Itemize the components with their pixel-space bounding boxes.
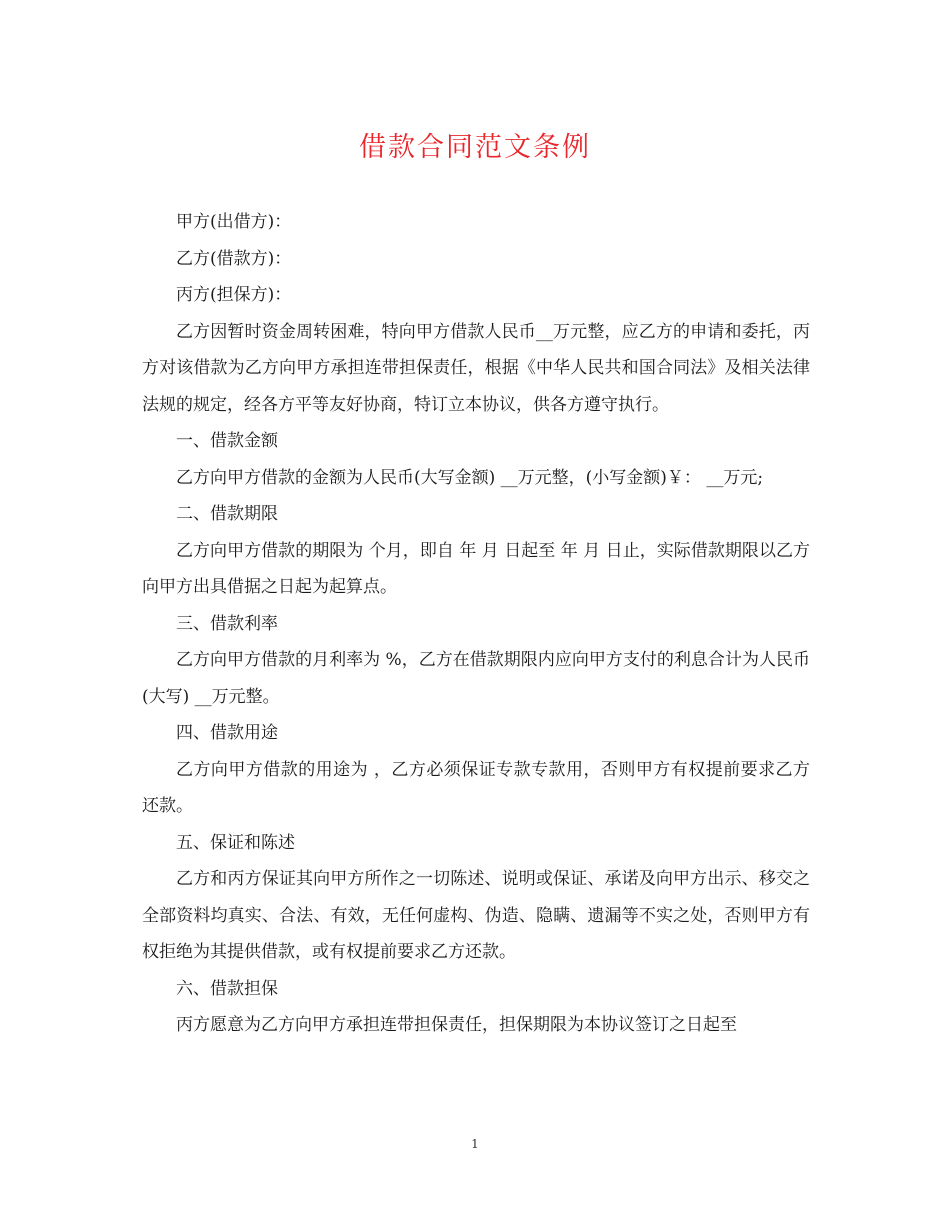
section-heading-purpose: 四、借款用途 (176, 723, 278, 743)
warranty-paragraph: 乙方和丙方保证其向甲方所作之一切陈述、说明或保证、承诺及向甲方出示、移交之全部资料均真实、合法、有效，无任何虚构、伪造、隐瞒、遗漏等不实之处，否则甲方有权拒绝为其提供借款，或有权提前要求乙方还款。 (142, 869, 810, 962)
rate-paragraph: 乙方向甲方借款的月利率为 %，乙方在借款期限内应向甲方支付的利息合计为人民币(大写) __万元整。 (142, 650, 810, 707)
preamble-paragraph: 乙方因暂时资金周转困难，特向甲方借款人民币__万元整，应乙方的申请和委托，丙方对该借款为乙方向甲方承担连带担保责任，根据《中华人民共和国合同法》及相关法律法规的规定，经各方平等友好协商，特订立本协议，供各方遵守执行。 (142, 321, 810, 415)
section-heading-amount: 一、借款金额 (176, 431, 278, 451)
amount-paragraph: 乙方向甲方借款的金额为人民币(大写金额) __万元整，(小写金额)￥： __万元; (176, 467, 764, 488)
section-heading-rate: 三、借款利率 (176, 613, 278, 634)
guarantee-paragraph: 丙方愿意为乙方向甲方承担连带担保责任，担保期限为本协议签订之日起至 (176, 1015, 737, 1035)
page-number: 1 (471, 1137, 479, 1151)
section-heading-term: 二、借款期限 (176, 504, 278, 524)
section-heading-warranty: 五、保证和陈述 (176, 832, 295, 853)
section-heading-guarantee: 六、借款担保 (176, 978, 278, 999)
party-a-line: 甲方(出借方)： (176, 212, 292, 232)
document-title: 借款合同范文条例 (359, 132, 591, 163)
party-b-line: 乙方(借款方)： (176, 248, 292, 269)
party-c-line: 丙方(担保方)： (176, 285, 292, 305)
purpose-paragraph: 乙方向甲方借款的用途为 ，乙方必须保证专款专款用，否则甲方有权提前要求乙方还款。 (142, 759, 810, 816)
document-body (142, 204, 810, 1044)
term-paragraph: 乙方向甲方借款的期限为 个月，即自 年 月 日起至 年 月 日止，实际借款期限以乙方向甲方出具借据之日起为起算点。 (142, 540, 810, 597)
